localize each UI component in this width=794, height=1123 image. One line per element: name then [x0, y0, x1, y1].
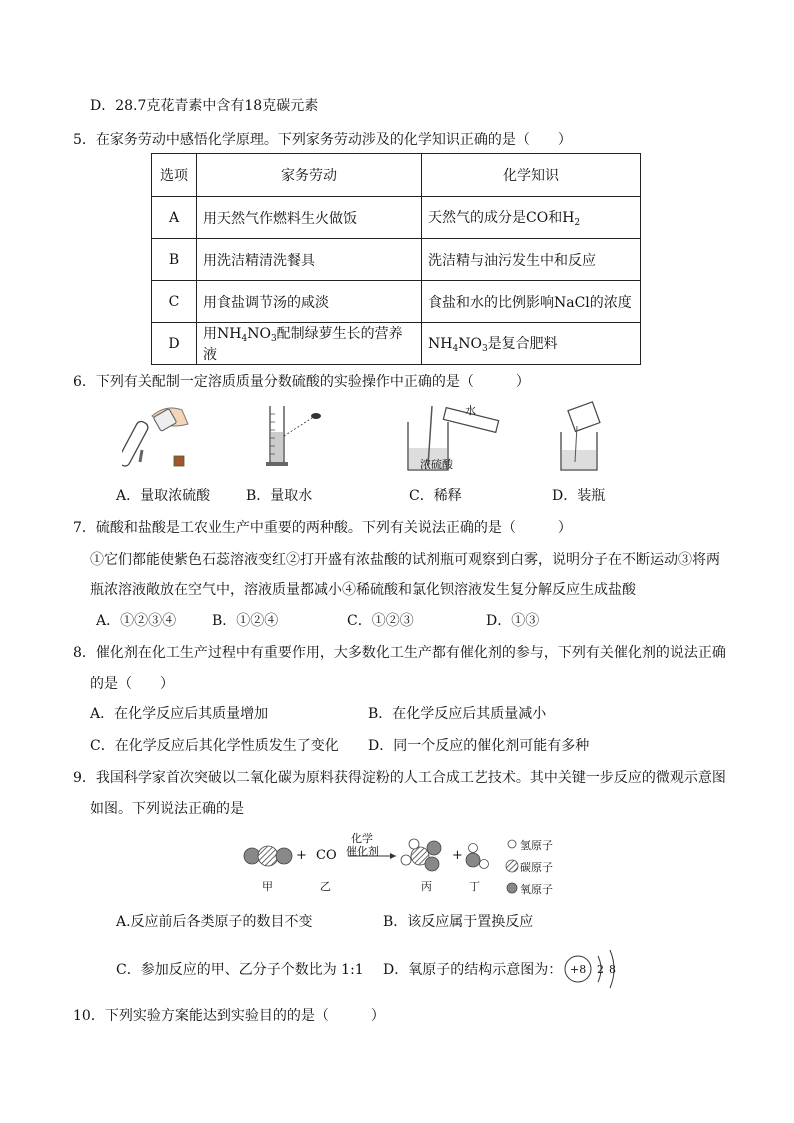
atom-shell-1: 2 — [597, 963, 604, 976]
q9-option-b: B．该反应属于置换反应 — [383, 914, 534, 930]
bottling-illustration — [553, 400, 613, 475]
pouring-acid-illustration — [122, 402, 202, 472]
row-key: D — [152, 323, 197, 365]
molecule-name-3: 丙 — [421, 880, 432, 893]
table-header-row — [152, 154, 641, 197]
q5-table — [151, 153, 641, 365]
q6-option-c: C．稀释 — [409, 488, 462, 504]
q8-stem-line1: 8．催化剂在化工生产过程中有重要作用，大多数化工生产都有催化剂的参与，下列有关催化剂的说法正确 — [73, 645, 726, 661]
cylinder-reading-illustration — [260, 402, 330, 472]
condition-label-1: 化学 — [351, 832, 373, 845]
header-labor: 家务劳动 — [197, 154, 422, 197]
acid-label: 浓硫酸 — [420, 458, 453, 471]
q9-option-c: C．参加反应的甲、乙分子个数比为 1:1 — [116, 962, 364, 978]
table-row — [152, 323, 641, 365]
atom-nucleus: +8 — [570, 963, 587, 976]
q9-option-a: A.反应前后各类原子的数目不变 — [116, 914, 313, 930]
row-knowledge: $NH_4NO_3$是复合肥料 — [422, 323, 641, 365]
row-key: C — [152, 281, 197, 323]
header-option: 选项 — [152, 154, 197, 197]
q6-option-b: B．量取水 — [246, 488, 313, 504]
q8-option-c: C．在化学反应后其化学性质发生了变化 — [90, 738, 339, 754]
row-knowledge: 天然气的成分是CO和$H_2$ — [422, 197, 641, 239]
row-key: A — [152, 197, 197, 239]
row-labor: 用洗洁精清洗餐具 — [197, 239, 422, 281]
table-row — [152, 281, 641, 323]
q7-statement-line1: ①它们都能使紫色石蕊溶液变红②打开盛有浓盐酸的试剂瓶可观察到白雾，说明分子在不断运动③将两 — [90, 552, 720, 568]
q5-stem: 5．在家务劳动中感悟化学原理。下列家务劳动涉及的化学知识正确的是（ ） — [73, 132, 572, 148]
row-labor: 用食盐调节汤的咸淡 — [197, 281, 422, 323]
row-labor: 用$NH_4NO_3$配制绿萝生长的营养液 — [197, 323, 422, 365]
q10-stem: 10．下列实验方案能达到实验目的的是（ ） — [73, 1008, 385, 1024]
q6-option-d: D．装瓶 — [552, 488, 606, 504]
q6-stem: 6．下列有关配制一定溶质质量分数硫酸的实验操作中正确的是（ ） — [73, 374, 530, 390]
q7-stem: 7．硫酸和盐酸是工农业生产中重要的两种酸。下列有关说法正确的是（ ） — [73, 520, 572, 536]
q7-option-b: B．①②④ — [212, 613, 279, 629]
table-row — [152, 239, 641, 281]
molecule-name-1: 甲 — [262, 880, 273, 893]
molecule-name-2: 乙 — [320, 880, 331, 893]
water-label: 水 — [465, 404, 476, 417]
row-key: B — [152, 239, 197, 281]
q8-option-d: D．同一个反应的催化剂可能有多种 — [368, 738, 590, 754]
q8-option-a: A．在化学反应后其质量增加 — [90, 706, 269, 722]
plus-sign-1: + — [296, 848, 307, 863]
legend-hydrogen: 氢原子 — [520, 839, 553, 852]
table-row — [152, 197, 641, 239]
legend-oxygen: 氧原子 — [520, 883, 553, 896]
header-knowledge: 化学知识 — [422, 154, 641, 197]
q8-option-b: B．在化学反应后其质量减小 — [368, 706, 547, 722]
atom-shell-2: 8 — [609, 963, 616, 976]
condition-label-2: 催化剂 — [346, 845, 379, 858]
q9-stem-line2: 如图。下列说法正确的是 — [90, 801, 244, 817]
row-knowledge: 食盐和水的比例影响NaCl的浓度 — [422, 281, 641, 323]
plus-sign-2: + — [452, 848, 463, 863]
legend-carbon: 碳原子 — [520, 861, 553, 874]
row-knowledge: 洗洁精与油污发生中和反应 — [422, 239, 641, 281]
q9-option-d: D．氧原子的结构示意图为： — [383, 962, 563, 978]
q7-statement-line2: 瓶浓溶液敞放在空气中，溶液质量都减小④稀硫酸和氯化钡溶液发生复分解反应生成盐酸 — [90, 582, 636, 598]
q9-stem-line1: 9．我国科学家首次突破以二氧化碳为原料获得淀粉的人工合成工艺技术。其中关键一步反应的微观示意图 — [73, 770, 726, 786]
q4-option-d: D．28.7克花青素中含有18克碳元素 — [90, 98, 319, 114]
q7-option-d: D．①③ — [486, 613, 540, 629]
row-labor: 用天然气作燃料生火做饭 — [197, 197, 422, 239]
q6-option-a: A．量取浓硫酸 — [116, 488, 211, 504]
dilution-illustration — [402, 400, 512, 475]
q8-stem-line2: 的是（ ） — [90, 676, 174, 692]
q7-option-c: C．①②③ — [347, 613, 414, 629]
co-label: CO — [316, 848, 337, 863]
molecule-name-4: 丁 — [469, 880, 480, 893]
q7-option-a: A．①②③④ — [96, 613, 177, 629]
